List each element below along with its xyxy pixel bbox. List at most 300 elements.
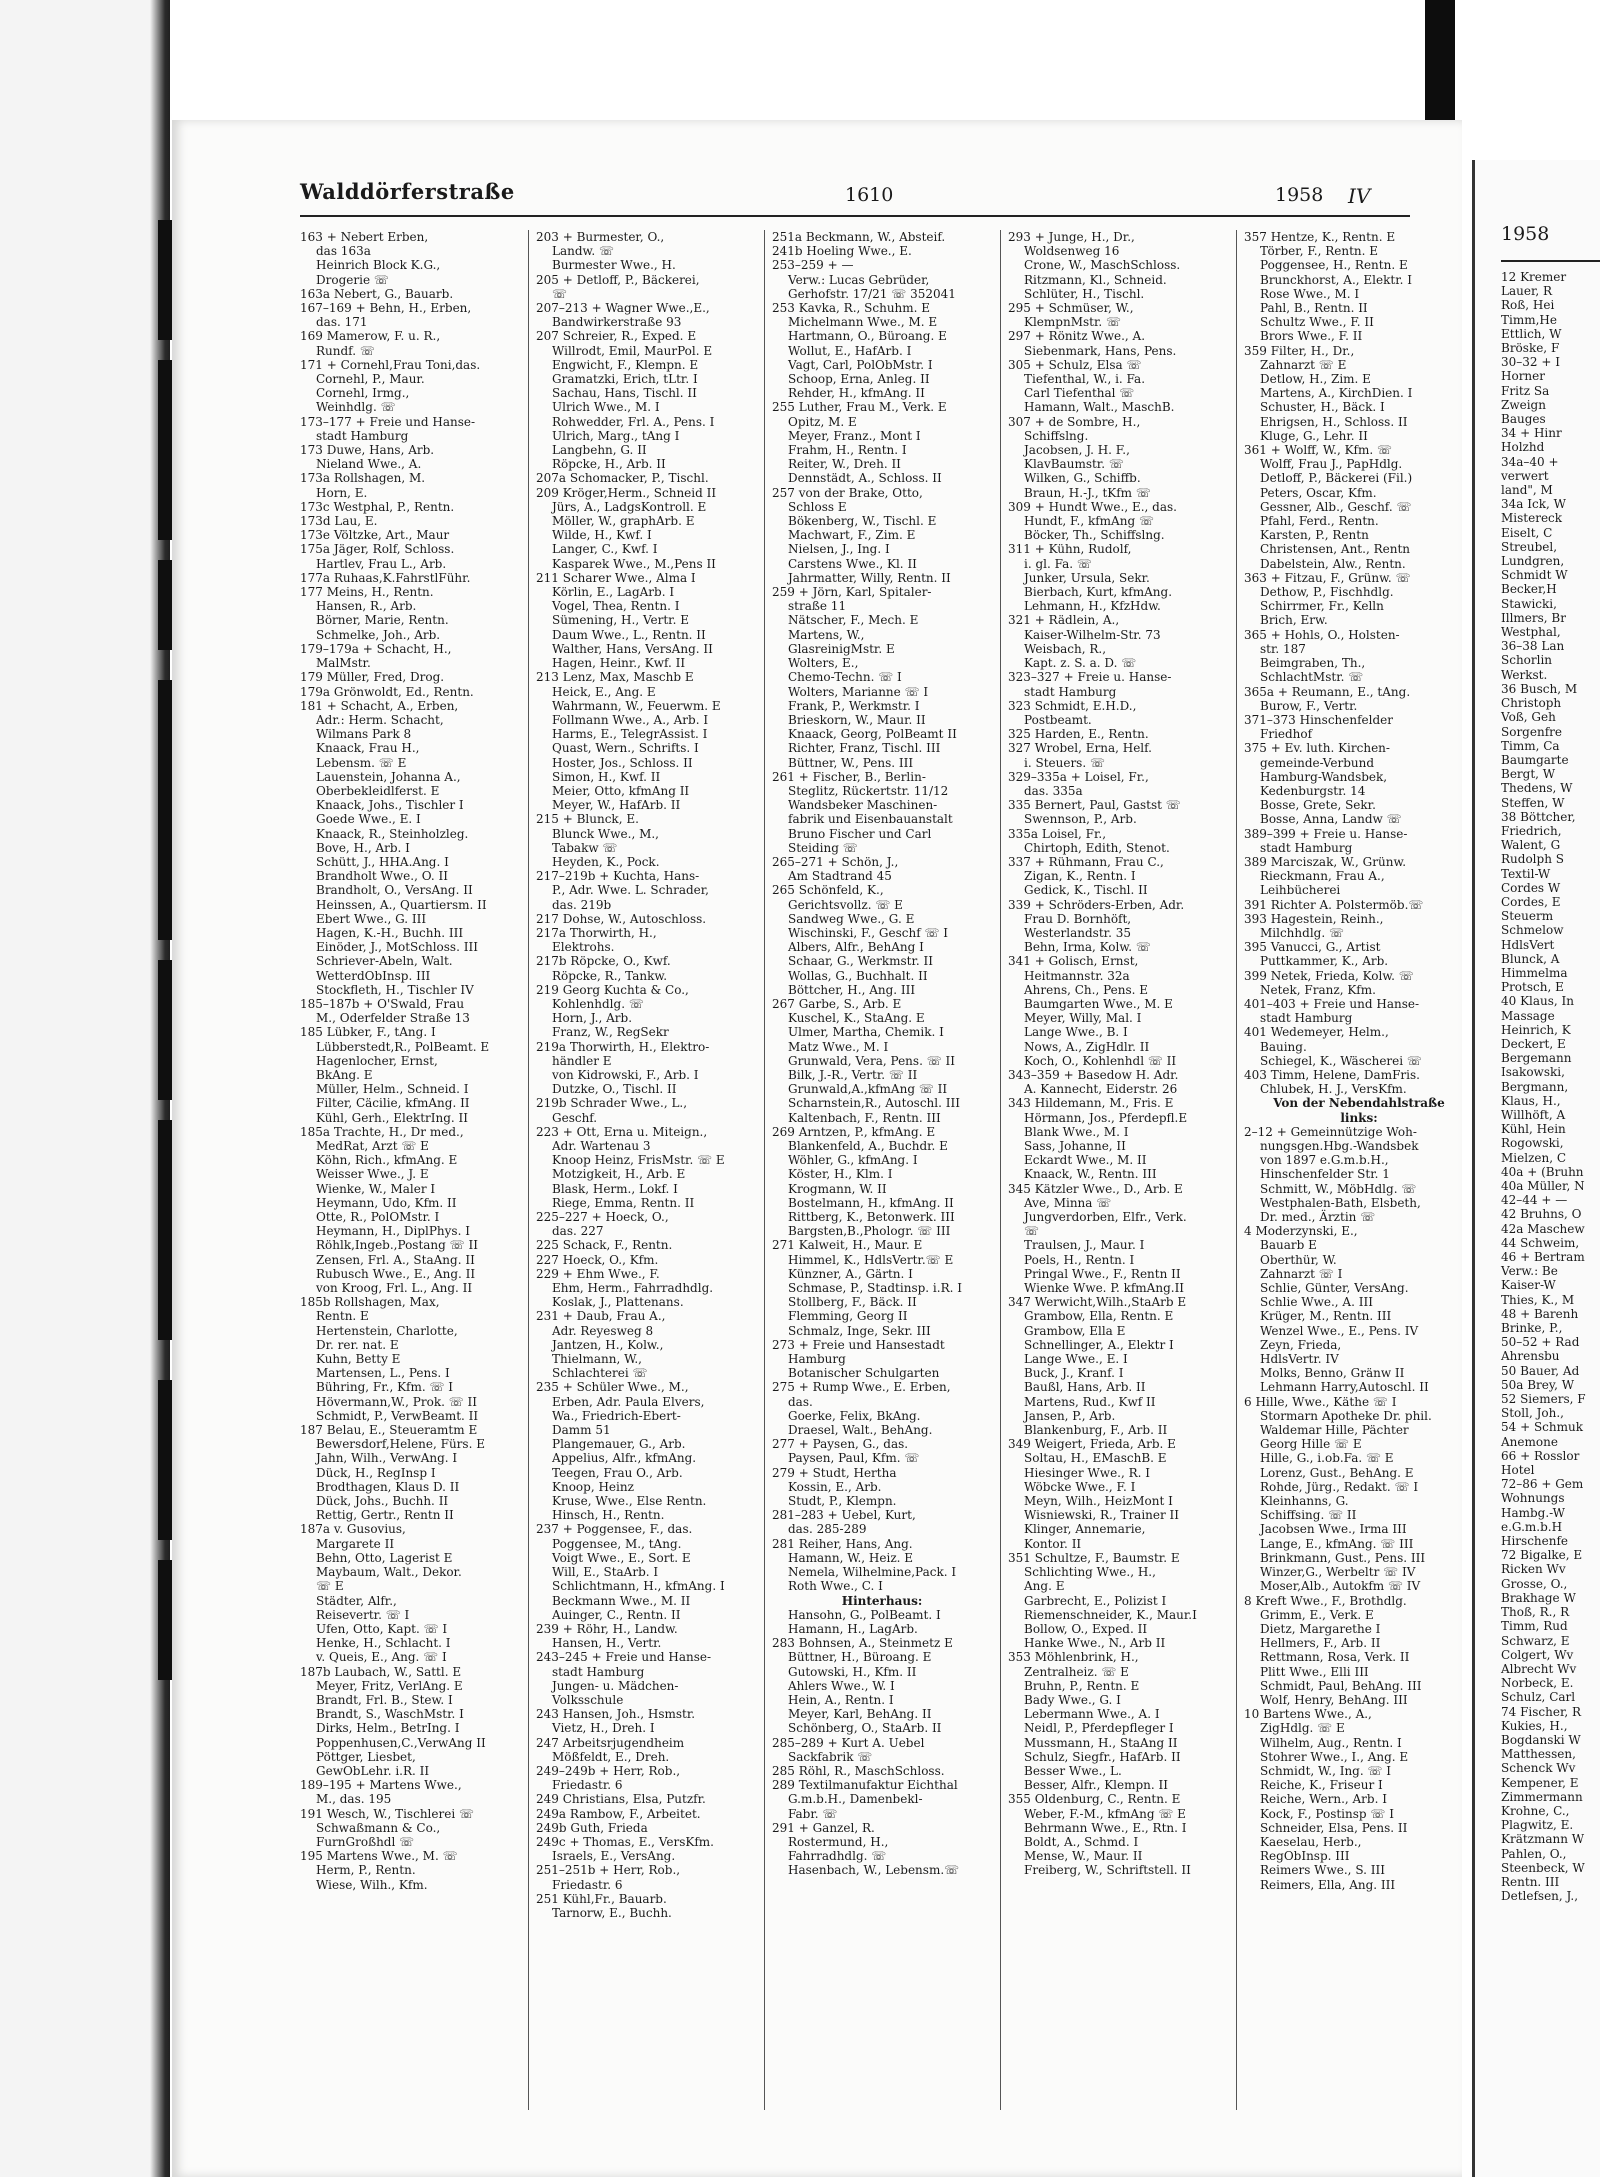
directory-entry-line: das. 219b — [552, 897, 612, 912]
directory-entry-line: Langer, C., Kwf. I — [552, 542, 658, 557]
directory-entry-line: Filter, Cäcilie, kfmAng. II — [316, 1096, 470, 1111]
directory-entry-line: Chirtoph, Edith, Stenot. — [1024, 840, 1170, 855]
directory-entry-line: 295 + Schmüser, W., — [1008, 301, 1134, 316]
directory-entry-line: Molks, Benno, Gränw II — [1260, 1366, 1405, 1381]
directory-entry-line: 179a Grönwoldt, Ed., Rentn. — [300, 684, 474, 699]
directory-entry-line: 185b Rollshagen, Max, — [300, 1295, 440, 1310]
directory-entry-line: Adr.: Herm. Schacht, — [316, 712, 444, 727]
directory-entry-line: stadt Hamburg — [1260, 840, 1353, 855]
next-page-entry-line: Pahlen, O., — [1501, 1846, 1567, 1861]
directory-entry-line: Schmidt, P., VerwBeamt. II — [316, 1408, 479, 1423]
directory-entry-line: Fahrradhdlg. ☏ — [788, 1849, 887, 1864]
directory-entry-line: ☏ — [552, 286, 568, 301]
directory-entry-line: Knaack, Frau H., — [316, 741, 420, 756]
directory-entry-line: 323 Schmidt, E.H.D., — [1008, 698, 1137, 713]
next-page-entry-line: Cordes, E — [1501, 894, 1561, 909]
directory-entry-line: Pringal Wwe., F., Rentn II — [1024, 1266, 1181, 1281]
directory-entry-line: Zahnarzt ☏ E — [1260, 357, 1347, 372]
directory-entry-line: Jungen- u. Mädchen- — [552, 1678, 679, 1693]
directory-entry-line: Paysen, Paul, Kfm. ☏ — [788, 1451, 920, 1466]
directory-entry-line: Hamann, H., LagArb. — [788, 1621, 918, 1636]
directory-entry-line: Bove, H., Arb. I — [316, 840, 410, 855]
directory-entry-line: Knaack, R., Steinholzleg. — [316, 826, 469, 841]
directory-entry-line: Kapt. z. S. a. D. ☏ — [1024, 656, 1137, 671]
directory-entry-line: Hamann, W., Heiz. E — [788, 1550, 914, 1565]
directory-entry-line: 343–359 + Basedow H. Adr. — [1008, 1067, 1179, 1082]
directory-entry-line: Goerke, Felix, BkAng. — [788, 1408, 921, 1423]
directory-entry-line: Buck, J., Kranf. I — [1024, 1366, 1124, 1381]
directory-entry-line: Draesel, Walt., BehAng. — [788, 1423, 933, 1438]
directory-entry-line: das. 227 — [552, 1224, 604, 1239]
next-page-entry-line: Bröske, F — [1501, 341, 1560, 356]
directory-entry-line: 359 Filter, H., Dr., — [1244, 343, 1355, 358]
next-page-entry-line: 38 Böttcher, — [1501, 809, 1576, 824]
directory-entry-line: 329–335a + Loisel, Fr., — [1008, 769, 1149, 784]
next-page-entry-line: Roß, Hei — [1501, 298, 1555, 313]
directory-entry-line: 177a Ruhaas,K.FahrstlFühr. — [300, 570, 471, 585]
directory-entry-line: Lorenz, Gust., BehAng. E — [1260, 1465, 1414, 1480]
directory-entry-line: Zentralheiz. ☏ E — [1024, 1664, 1129, 1679]
next-page-entry-line: 36–38 Lan — [1501, 639, 1565, 654]
directory-entry-line: Engwicht, F., Klempn. E — [552, 357, 699, 372]
directory-entry-line: von Kroog, Frl. L., Ang. II — [316, 1281, 473, 1296]
directory-entry-line: Reiter, W., Dreh. II — [788, 457, 901, 472]
directory-entry-line: Lauenstein, Johanna A., — [316, 769, 461, 784]
directory-entry-line: 187b Laubach, W., Sattl. E — [300, 1664, 462, 1679]
directory-entry-line: 265–271 + Schön, J., — [772, 854, 899, 869]
directory-entry-line: Frau D. Bornhöft, — [1024, 911, 1132, 926]
directory-entry-line: v. Queis, E., Ang. ☏ I — [316, 1650, 447, 1665]
directory-entry-line: Ulrich, Marg., tAng I — [552, 428, 680, 443]
directory-entry-line: Moser,Alb., Autokfm ☏ IV — [1260, 1579, 1421, 1594]
directory-entry-line: Wilhelm, Aug., Rentn. I — [1260, 1735, 1402, 1750]
directory-entry-line: Ehm, Herm., Fahrradhdlg. — [552, 1281, 714, 1296]
directory-entry-line: Schmidt, Paul, BehAng. III — [1260, 1678, 1422, 1693]
directory-entry-line: Dethow, P., Fischhdlg. — [1260, 585, 1394, 600]
directory-entry-line: Mussmann, H., StaAng II — [1024, 1735, 1178, 1750]
next-page-entry-line: Zimmermann — [1501, 1789, 1583, 1804]
directory-entry-line: Reimers, Ella, Ang. III — [1260, 1877, 1396, 1892]
directory-entry-line: Weinhdlg. ☏ — [316, 400, 396, 415]
directory-entry-line: Koslak, J., Plattenans. — [552, 1295, 684, 1310]
directory-entry-line: 275 + Rump Wwe., E. Erben, — [772, 1380, 951, 1395]
directory-entry-line: Wilken, G., Schiffb. — [1024, 471, 1141, 486]
directory-entry-line: 271 Kalweit, H., Maur. E — [772, 1238, 923, 1253]
directory-entry-line: Schönberg, O., StaArb. II — [788, 1721, 942, 1736]
directory-entry-line: Grimm, E., Verk. E — [1260, 1607, 1374, 1622]
directory-entry-line: 177 Meins, H., Rentn. — [300, 585, 434, 600]
directory-entry-line: Jacobsen Wwe., Irma III — [1260, 1522, 1407, 1537]
directory-entry-line: Wienke Wwe. P. kfmAng.II — [1024, 1281, 1185, 1296]
directory-entry-line: 267 Garbe, S., Arb. E — [772, 996, 902, 1011]
directory-entry-line: Ehrigsen, H., Schloss. II — [1260, 414, 1408, 429]
next-page-entry-line: Detlefsen, J., — [1501, 1889, 1579, 1904]
directory-entry-line: 4 Moderzynski, E., — [1244, 1224, 1358, 1239]
directory-entry-line: Schoop, Erna, Anleg. II — [788, 372, 930, 387]
directory-entry-line: Rose Wwe., M. I — [1260, 286, 1360, 301]
directory-entry-line: Hamann, Walt., MaschB. — [1024, 400, 1175, 415]
directory-entry-line: gemeinde-Verbund — [1260, 755, 1375, 770]
directory-entry-line: 365a + Reumann, E., tAng. — [1244, 684, 1411, 699]
directory-entry-line: Wisniewski, R., Trainer II — [1024, 1508, 1180, 1523]
directory-columns — [300, 230, 1445, 2130]
column-rule — [1236, 230, 1237, 2110]
directory-entry-line: Ufen, Otto, Kapt. ☏ I — [316, 1621, 448, 1636]
directory-entry-line: Plangemauer, G., Arb. — [552, 1437, 686, 1452]
directory-entry-line: Büttner, H., Büroang. E — [788, 1650, 932, 1665]
directory-entry-line: Heick, E., Ang. E — [552, 684, 656, 699]
directory-entry-line: 371–373 Hinschenfelder — [1244, 712, 1393, 727]
next-page-column — [1501, 270, 1586, 1903]
directory-entry-line: Sandweg Wwe., G. E — [788, 911, 915, 926]
directory-entry-line: 241b Hoeling Wwe., E. — [772, 244, 912, 259]
directory-entry-line: 335a Loisel, Fr., — [1008, 826, 1107, 841]
directory-entry-line: 235 + Schüler Wwe., M., — [536, 1380, 689, 1395]
directory-entry-line: Rohwedder, Frl. A., Pens. I — [552, 414, 715, 429]
directory-column-5 — [1244, 230, 1474, 2130]
directory-entry-line: Körlin, E., LagArb. I — [552, 585, 675, 600]
directory-entry-line: 269 Arntzen, P., kfmAng. E — [772, 1124, 936, 1139]
directory-entry-line: Machwart, F., Zim. E — [788, 528, 916, 543]
next-page-entry-line: Rudolph S — [1501, 852, 1564, 867]
next-page-entry-line: Steffen, W — [1501, 795, 1565, 810]
directory-entry-line: Wa., Friedrich-Ebert- — [552, 1408, 681, 1423]
directory-entry-line: Hagen, Heinr., Kwf. II — [552, 656, 686, 671]
directory-entry-line: Bady Wwe., G. I — [1024, 1692, 1121, 1707]
directory-entry-line: Follmann Wwe., A., Arb. I — [552, 712, 709, 727]
directory-entry-line: 173–177 + Freie und Hanse- — [300, 414, 476, 429]
directory-entry-line: Köster, H., Klm. I — [788, 1167, 893, 1182]
directory-entry-line: 217 Dohse, W., Autoschloss. — [536, 911, 707, 926]
directory-entry-line: Bewersdorf,Helene, Fürs. E — [316, 1437, 485, 1452]
directory-entry-line: Simon, H., Kwf. II — [552, 769, 661, 784]
next-page-entry-line: HdlsVert — [1501, 937, 1555, 952]
next-page-entry-line: 46 + Bertram — [1501, 1250, 1585, 1265]
directory-column-3 — [772, 230, 992, 2130]
directory-entry-line: Wiese, Wilh., Kfm. — [316, 1877, 428, 1892]
directory-entry-line: Rentn. E — [316, 1309, 369, 1324]
directory-entry-line: 337 + Rühmann, Frau C., — [1008, 854, 1164, 869]
directory-entry-line: Nieland Wwe., A. — [316, 457, 422, 472]
next-page-entry-line: Stawicki, — [1501, 596, 1557, 611]
directory-entry-line: 285–289 + Kurt A. Uebel — [772, 1735, 925, 1750]
directory-entry-line: Studt, P., Klempn. — [788, 1494, 897, 1509]
next-page-entry-line: Thoß, R., R — [1501, 1605, 1570, 1620]
directory-entry-line: Kaiser-Wilhelm-Str. 73 — [1024, 627, 1161, 642]
directory-entry-line: Hinsch, H., Rentn. — [552, 1508, 665, 1523]
directory-entry-line: Behrmann Wwe., E., Rtn. I — [1024, 1820, 1187, 1835]
directory-entry-line: Schloss E — [788, 499, 847, 514]
directory-entry-line: Wollut, E., HafArb. I — [788, 343, 912, 358]
directory-entry-line: Otte, R., PolOMstr. I — [316, 1210, 440, 1225]
directory-entry-line: Waldemar Hille, Pächter — [1260, 1423, 1409, 1438]
directory-entry-line: Heymann, H., DiplPhys. I — [316, 1224, 470, 1239]
next-page-entry-line: Fritz Sa — [1501, 383, 1550, 398]
directory-entry-line: Leihbücherei — [1260, 883, 1341, 898]
directory-entry-line: i. gl. Fa. ☏ — [1024, 556, 1092, 571]
next-page-entry-line: 42a Maschew — [1501, 1221, 1585, 1236]
directory-entry-line: Wolff, Frau J., PapHdlg. — [1260, 457, 1403, 472]
directory-entry-line: 163 + Nebert Erben, — [300, 230, 429, 244]
directory-entry-line: Blankenfeld, A., Buchdr. E — [788, 1139, 948, 1153]
page-number: 1610 — [845, 184, 894, 206]
next-page-entry-line: 52 Siemers, F — [1501, 1392, 1586, 1407]
directory-entry-line: Knaack, Johs., Tischler I — [316, 798, 464, 813]
directory-entry-line: 289 Textilmanufaktur Eichthal — [772, 1778, 958, 1793]
directory-entry-line: Dietz, Margarethe I — [1260, 1621, 1381, 1636]
directory-entry-line: Krogmann, W. II — [788, 1181, 887, 1196]
directory-entry-line: 223 + Ott, Erna u. Miteign., — [536, 1124, 708, 1139]
directory-entry-line: Franz, W., RegSekr — [552, 1025, 669, 1040]
directory-entry-line: Weber, F.-M., kfmAng ☏ E — [1024, 1806, 1186, 1821]
directory-entry-line: Brich, Erw. — [1260, 613, 1328, 628]
directory-entry-line: stadt Hamburg — [1024, 684, 1117, 699]
next-page-entry-line: 50–52 + Rad — [1501, 1335, 1580, 1350]
directory-entry-line: Goede Wwe., E. I — [316, 812, 421, 827]
directory-entry-line: Meyer, W., HafArb. II — [552, 798, 681, 813]
directory-entry-line: Bosse, Anna, Landw ☏ — [1260, 812, 1402, 827]
directory-entry-line: Nemela, Wilhelmine,Pack. I — [788, 1565, 957, 1580]
directory-entry-line: Carstens Wwe., Kl. II — [788, 556, 917, 571]
directory-entry-line: 8 Kreft Wwe., F., Brothdlg. — [1244, 1593, 1407, 1608]
directory-entry-line: Hansohn, G., PolBeamt. I — [788, 1607, 941, 1622]
directory-entry-line: Rundf. ☏ — [316, 343, 375, 358]
next-page-entry-line: Hambg.-W — [1501, 1505, 1565, 1520]
directory-entry-line: 191 Wesch, W., Tischlerei ☏ — [300, 1806, 474, 1821]
directory-entry-line: 281–283 + Uebel, Kurt, — [772, 1508, 916, 1523]
directory-entry-line: Rittberg, K., Betonwerk. III — [788, 1210, 955, 1225]
directory-entry-line: 281 Reiher, Hans, Ang. — [772, 1536, 913, 1551]
directory-entry-line: Friedastr. 6 — [552, 1877, 623, 1892]
directory-entry-line: Besser, Alfr., Klempn. II — [1024, 1778, 1168, 1793]
directory-entry-line: Herm, P., Rentn. — [316, 1863, 416, 1878]
directory-entry-line: Schultz Wwe., F. II — [1260, 315, 1374, 330]
directory-entry-line: M., das. 195 — [316, 1792, 392, 1807]
directory-entry-line: 341 + Golisch, Ernst, — [1008, 954, 1139, 969]
directory-entry-line: 401 Wedemeyer, Helm., — [1244, 1025, 1389, 1040]
directory-entry-line: Bauarb E — [1260, 1238, 1317, 1253]
directory-entry-line: Hansen, H., Vertr. — [552, 1636, 662, 1651]
directory-entry-line: Schlichtmann, H., kfmAng. I — [552, 1579, 725, 1594]
directory-entry-line: Möller, W., graphArb. E — [552, 514, 695, 529]
directory-entry-line: 211 Scharer Wwe., Alma I — [536, 570, 696, 585]
next-page-entry-line: 12 Kremer — [1501, 270, 1567, 284]
directory-entry-line: Grambow, Ella E — [1024, 1323, 1126, 1338]
directory-entry-line: Jansen, P., Arb. — [1024, 1408, 1116, 1423]
directory-entry-line: 185a Trachte, H., Dr med., — [300, 1124, 464, 1139]
directory-entry-line: 325 Harden, E., Rentn. — [1008, 727, 1149, 742]
directory-entry-line: P., Adr. Wwe. L. Schrader, — [552, 883, 709, 898]
next-page-entry-line: Ahrensbu — [1501, 1349, 1560, 1364]
next-page-entry-line: Bergmann, — [1501, 1079, 1569, 1094]
next-page-entry-line: land", M — [1501, 483, 1553, 498]
directory-entry-line: Kühl, Gerh., ElektrIng. II — [316, 1110, 469, 1125]
directory-entry-line: Grunwald,A.,kfmAng ☏ II — [788, 1082, 948, 1097]
directory-entry-line: Gerichtsvollz. ☏ E — [788, 897, 903, 912]
next-page-entry-line: Isakowski, — [1501, 1065, 1565, 1080]
directory-entry-line: Weisser Wwe., J. E — [316, 1167, 429, 1182]
directory-entry-line: Lange, E., kfmAng. ☏ III — [1260, 1536, 1414, 1551]
directory-entry-line: Zensen, Frl. A., StaAng. II — [316, 1252, 475, 1267]
directory-entry-line: von 1897 e.G.m.b.H., — [1260, 1153, 1389, 1168]
directory-entry-line: 179–179a + Schacht, H., — [300, 641, 452, 656]
directory-entry-line: stadt Hamburg — [552, 1664, 645, 1679]
directory-entry-line: 219a Thorwirth, H., Elektro- — [536, 1039, 710, 1054]
directory-entry-line: GlasreinigMstr. E — [788, 641, 895, 656]
directory-entry-line: 321 + Rädlein, A., — [1008, 613, 1120, 628]
directory-entry-line: Hellmers, F., Arb. II — [1260, 1636, 1381, 1651]
directory-entry-line: Wandsbeker Maschinen- — [788, 798, 938, 813]
section-heading: links: — [1340, 1110, 1378, 1125]
directory-entry-line: Schlie Wwe., A. III — [1260, 1295, 1373, 1310]
directory-entry-line: Schriever-Abeln, Walt. — [316, 954, 453, 969]
directory-entry-line: Dück, H., RegInsp I — [316, 1465, 436, 1480]
directory-entry-line: Brunckhorst, A., Elektr. I — [1260, 272, 1412, 287]
directory-entry-line: Willrodt, Emil, MaurPol. E — [552, 343, 713, 358]
directory-entry-line: 249–249b + Herr, Rob., — [536, 1763, 681, 1778]
directory-entry-line: 247 Arbeitsrjugendheim — [536, 1735, 685, 1750]
directory-entry-line: Beimgraben, Th., — [1260, 656, 1366, 671]
next-page-entry-line: 44 Schweim, — [1501, 1235, 1580, 1250]
directory-entry-line: 213 Lenz, Max, Maschb E — [536, 670, 694, 685]
directory-entry-line: Hövermann,W., Prok. ☏ II — [316, 1394, 478, 1409]
next-page-entry-line: Kempener, E — [1501, 1775, 1579, 1790]
directory-entry-line: Damm 51 — [552, 1423, 611, 1438]
directory-entry-line: Hagenlocher, Ernst, — [316, 1053, 438, 1068]
directory-entry-line: Knoop, Heinz — [552, 1479, 634, 1494]
directory-entry-line: 173a Rollshagen, M. — [300, 471, 426, 486]
directory-entry-line: Botanischer Schulgarten — [788, 1366, 940, 1381]
directory-entry-line: Horn, J., Arb. — [552, 1011, 633, 1026]
directory-entry-line: Gramatzki, Erich, tLtr. I — [552, 372, 698, 387]
directory-entry-line: Plitt Wwe., Elli III — [1260, 1664, 1369, 1679]
next-page-entry-line: 50 Bauer, Ad — [1501, 1363, 1580, 1378]
directory-entry-line: Bollow, O., Exped. II — [1024, 1621, 1148, 1636]
directory-entry-line: Milchhdlg. ☏ — [1260, 925, 1344, 940]
directory-entry-line: Rostermund, H., — [788, 1834, 889, 1849]
directory-entry-line: Dabelstein, Alw., Rentn. — [1260, 556, 1406, 571]
next-page-entry-line: Deckert, E — [1501, 1036, 1566, 1051]
directory-entry-line: Henke, H., Schlacht. I — [316, 1636, 451, 1651]
directory-entry-line: Tarnorw, E., Buchh. — [552, 1905, 672, 1920]
directory-entry-line: 187a v. Gusovius, — [300, 1522, 406, 1537]
next-page-entry-line: 42–44 + — — [1501, 1193, 1568, 1208]
directory-entry-line: Brinkmann, Gust., Pens. III — [1260, 1550, 1426, 1565]
next-page-entry-line: Steenbeck, W — [1501, 1860, 1585, 1875]
directory-entry-line: Dr. med., Ärztin ☏ — [1260, 1210, 1376, 1225]
directory-entry-line: Jahn, Wilh., VerwAng. I — [316, 1451, 458, 1466]
directory-entry-line: 375 + Ev. luth. Kirchen- — [1244, 741, 1390, 756]
directory-entry-line: Karsten, P., Rentn — [1260, 528, 1369, 543]
next-page-entry-line: 40a Müller, N — [1501, 1179, 1585, 1193]
next-page-entry-line: Schorlin — [1501, 653, 1553, 668]
directory-entry-line: Martens, Rud., Kwf II — [1024, 1394, 1156, 1409]
directory-entry-line: Mößfeldt, E., Dreh. — [552, 1749, 670, 1764]
directory-entry-line: Brieskorn, W., Maur. II — [788, 712, 926, 727]
next-page-entry-line: 74 Fischer, R — [1501, 1704, 1582, 1719]
directory-entry-line: ☏ E — [316, 1579, 344, 1594]
directory-entry-line: Poggensee, M., tAng. — [552, 1536, 682, 1551]
directory-entry-line: Jahrmatter, Willy, Rentn. II — [788, 570, 951, 585]
directory-entry-line: 307 + de Sombre, H., — [1008, 414, 1141, 429]
directory-entry-line: Bauing. — [1260, 1039, 1307, 1054]
directory-entry-line: Knoop Heinz, FrisMstr. ☏ E — [552, 1153, 725, 1168]
next-page-entry-line: Heinrich, K — [1501, 1022, 1571, 1037]
directory-entry-line: Tabakw ☏ — [552, 840, 618, 855]
directory-entry-line: Brandholt, O., VersAng. II — [316, 883, 473, 898]
next-page-entry-line: Bergemann — [1501, 1051, 1572, 1066]
directory-entry-line: Nätscher, F., Mech. E — [788, 613, 919, 628]
directory-entry-line: 297 + Rönitz Wwe., A. — [1008, 329, 1146, 344]
directory-entry-line: Ave, Minna ☏ — [1024, 1195, 1112, 1210]
directory-entry-line: Ahrens, Ch., Pens. E — [1024, 982, 1149, 997]
next-page-entry-line: 34 + Hinr — [1501, 426, 1562, 441]
directory-entry-line: 389–399 + Freie u. Hanse- — [1244, 826, 1408, 841]
directory-entry-line: 207a Schomacker, P., Tischl. — [536, 471, 709, 486]
directory-entry-line: von Kidrowski, F., Arb. I — [552, 1067, 699, 1082]
directory-entry-line: 2–12 + Gemeinnützige Woh- — [1244, 1124, 1417, 1139]
directory-entry-line: 239 + Röhr, H., Landw. — [536, 1621, 678, 1636]
directory-entry-line: Dennstädt, A., Schloss. II — [788, 471, 942, 486]
directory-entry-line: Einöder, J., MotSchloss. III — [316, 940, 478, 955]
directory-entry-line: Wischinski, F., Geschf ☏ I — [788, 925, 949, 940]
next-page-entry-line: Thedens, W — [1501, 781, 1573, 796]
next-page-entry-line: Christoph — [1501, 696, 1562, 711]
directory-entry-line: Jungverdorben, Elfr., Verk. — [1024, 1210, 1187, 1225]
directory-entry-line: Christensen, Ant., Rentn — [1260, 542, 1410, 557]
directory-entry-line: Kruse, Wwe., Else Rentn. — [552, 1494, 707, 1509]
directory-entry-line: Schulz, Siegfr., HafArb. II — [1024, 1749, 1181, 1764]
directory-entry-line: Meyer, Franz., Mont I — [788, 428, 921, 443]
directory-entry-line: Stohrer Wwe., I., Ang. E — [1260, 1749, 1409, 1764]
next-page-entry-line: Plagwitz, E. — [1501, 1818, 1574, 1833]
directory-entry-line: Sackfabrik ☏ — [788, 1749, 873, 1764]
directory-entry-line: Dr. rer. nat. E — [316, 1337, 399, 1352]
directory-entry-line: 173 Duwe, Hans, Arb. — [300, 443, 435, 458]
next-page-entry-line: Holzhd — [1501, 440, 1545, 455]
directory-entry-line: 209 Kröger,Herm., Schneid II — [536, 485, 717, 500]
directory-entry-line: Brodthagen, Klaus D. II — [316, 1479, 460, 1494]
next-page-year: 1958 — [1501, 223, 1550, 245]
directory-entry-line: Riemenschneider, K., Maur.I — [1024, 1607, 1197, 1622]
directory-entry-line: 347 Werwicht,Wilh.,StaArb E — [1008, 1295, 1187, 1310]
directory-entry-line: Lübberstedt,R., PolBeamt. E — [316, 1039, 490, 1054]
directory-entry-line: Landw. ☏ — [552, 244, 615, 259]
directory-entry-line: 255 Luther, Frau M., Verk. E — [772, 400, 947, 415]
directory-entry-line: 357 Hentze, K., Rentn. E — [1244, 230, 1396, 244]
directory-entry-line: str. 187 — [1260, 641, 1306, 656]
next-page-entry-line: Horner — [1501, 369, 1545, 384]
next-page-entry-line: Mistereck — [1501, 511, 1563, 526]
next-page-entry-line: Cordes W — [1501, 880, 1561, 895]
directory-entry-line: Rettig, Gertr., Rentn II — [316, 1508, 454, 1523]
directory-entry-line: Heinrich Block K.G., — [316, 258, 441, 273]
directory-entry-line: Beckmann Wwe., M. II — [552, 1593, 691, 1608]
directory-entry-line: 243 Hansen, Joh., Hsmstr. — [536, 1707, 696, 1722]
directory-entry-line: 229 + Ehm Wwe., F. — [536, 1266, 660, 1281]
next-page-entry-line: Timm,He — [1501, 312, 1557, 327]
directory-entry-line: Geschf. — [552, 1110, 598, 1125]
directory-entry-line: Puttkammer, K., Arb. — [1260, 954, 1389, 969]
directory-entry-line: Kontor. II — [1024, 1536, 1082, 1551]
directory-entry-line: 391 Richter A. Polstermöb.☏ — [1244, 897, 1424, 912]
directory-entry-line: Schlichting Wwe., H., — [1024, 1565, 1156, 1580]
next-page-entry-line: 42 Bruhns, O — [1501, 1207, 1582, 1222]
next-page-entry-line: Matthessen, — [1501, 1747, 1576, 1762]
next-page-entry-line: 40a + (Bruhn — [1501, 1164, 1584, 1179]
next-page-entry-line: Werkst. — [1501, 667, 1548, 682]
directory-entry-line: 215 + Blunck, E. — [536, 812, 639, 827]
